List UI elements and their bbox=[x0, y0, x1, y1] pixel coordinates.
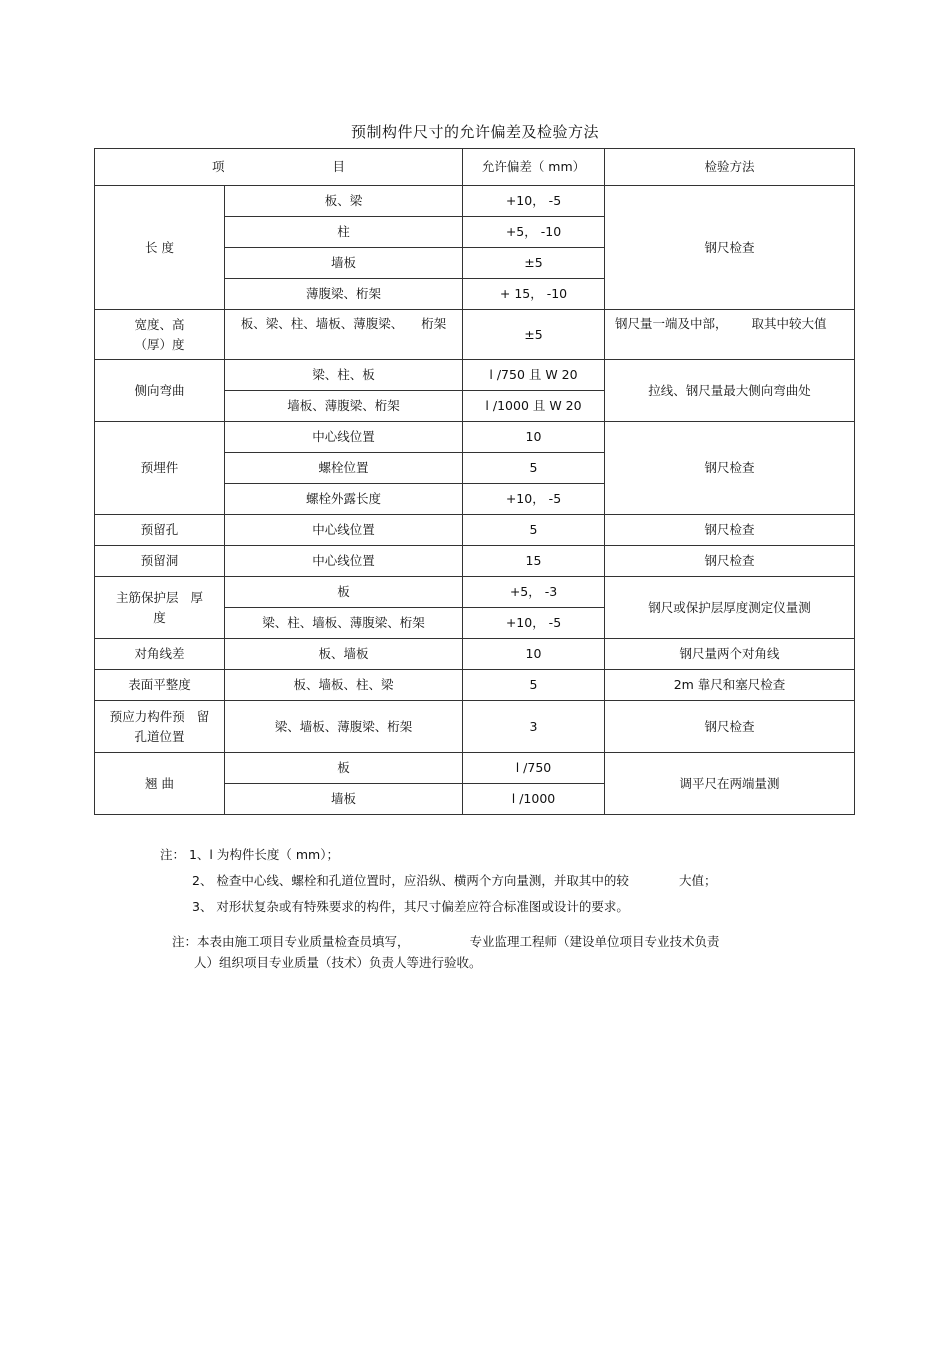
sub-item: 板、墙板 bbox=[225, 639, 463, 670]
table-row bbox=[95, 701, 855, 753]
row-label-prestress-line2: 孔道位置 bbox=[134, 728, 185, 744]
sub-item: 板、梁 bbox=[225, 186, 463, 217]
sub-item: 墙板、薄腹梁、桁架 bbox=[225, 391, 463, 422]
tolerance-value: 3 bbox=[463, 701, 605, 753]
table-row bbox=[95, 515, 855, 546]
table-row bbox=[95, 639, 855, 670]
tolerance-value: +10， -5 bbox=[463, 484, 605, 515]
table-row bbox=[95, 670, 855, 701]
tolerance-table bbox=[94, 148, 855, 815]
sub-item: 中心线位置 bbox=[225, 515, 463, 546]
row-label-cover bbox=[95, 577, 225, 639]
tolerance-value: +5， -10 bbox=[463, 217, 605, 248]
row-label-prestress bbox=[95, 701, 225, 753]
row-label-warp: 翘 曲 bbox=[95, 753, 225, 815]
sub-item: 螺栓外露长度 bbox=[225, 484, 463, 515]
method-width bbox=[605, 310, 855, 360]
note-4-line2: 人）组织项目专业质量（技术）负责人等进行验收。 bbox=[194, 955, 482, 970]
method-opening: 钢尺检查 bbox=[605, 546, 855, 577]
row-label-width-line1: 宽度、高 bbox=[134, 317, 185, 333]
tolerance-value: 5 bbox=[463, 453, 605, 484]
page-title: 预制构件尺寸的允许偏差及检验方法 bbox=[350, 123, 599, 141]
sub-item: 板 bbox=[225, 753, 463, 784]
header-method: 检验方法 bbox=[605, 149, 855, 186]
header-item-b: 目 bbox=[332, 159, 346, 175]
row-label-cover-b: 厚 bbox=[190, 590, 204, 606]
method-width-a: 钢尺量一端及中部， bbox=[615, 316, 728, 331]
method-flatness: 2m 靠尺和塞尺检查 bbox=[605, 670, 855, 701]
tolerance-value: l /750 bbox=[463, 753, 605, 784]
row-label-prestress-a: 预应力构件预 bbox=[109, 709, 185, 725]
row-label-cover-a: 主筋保护层 bbox=[115, 590, 179, 606]
row-label-width bbox=[95, 310, 225, 360]
sub-item: 梁、柱、墙板、薄腹梁、桁架 bbox=[225, 608, 463, 639]
table-row bbox=[95, 422, 855, 453]
tolerance-value: 10 bbox=[463, 639, 605, 670]
tolerance-value: l /1000 且 W 20 bbox=[463, 391, 605, 422]
sub-item: 柱 bbox=[225, 217, 463, 248]
note-2-a: 2、 检查中心线、螺栓和孔道位置时，应沿纵、横两个方向量测，并取其中的较 bbox=[192, 873, 629, 888]
tolerance-value: 5 bbox=[463, 670, 605, 701]
tolerance-value: + 15， -10 bbox=[463, 279, 605, 310]
row-label-diagonal: 对角线差 bbox=[95, 639, 225, 670]
row-label-hole: 预留孔 bbox=[95, 515, 225, 546]
row-label-length: 长 度 bbox=[95, 186, 225, 310]
sub-item: 中心线位置 bbox=[225, 546, 463, 577]
sub-item-width bbox=[225, 310, 463, 360]
table-row bbox=[95, 360, 855, 391]
note-4-b: 专业监理工程师（建设单位项目专业技术负责 bbox=[469, 934, 720, 949]
tolerance-value: l /1000 bbox=[463, 784, 605, 815]
sub-item-width-a: 板、梁、柱、墙板、薄腹梁、 bbox=[240, 316, 404, 331]
note-2 bbox=[192, 871, 716, 889]
table-header-row bbox=[95, 149, 855, 186]
method-length: 钢尺检查 bbox=[605, 186, 855, 310]
sub-item: 薄腹梁、桁架 bbox=[225, 279, 463, 310]
method-bend: 拉线、钢尺量最大侧向弯曲处 bbox=[605, 360, 855, 422]
method-width-b: 取其中较大值 bbox=[751, 316, 827, 331]
row-label-bend: 侧向弯曲 bbox=[95, 360, 225, 422]
row-label-prestress-b: 留 bbox=[196, 709, 210, 725]
tolerance-value: ±5 bbox=[463, 248, 605, 279]
tolerance-value: 5 bbox=[463, 515, 605, 546]
sub-item: 墙板 bbox=[225, 248, 463, 279]
sub-item: 梁、墙板、薄腹梁、桁架 bbox=[225, 701, 463, 753]
method-prestress: 钢尺检查 bbox=[605, 701, 855, 753]
sub-item: 螺栓位置 bbox=[225, 453, 463, 484]
method-embed: 钢尺检查 bbox=[605, 422, 855, 515]
row-label-flatness: 表面平整度 bbox=[95, 670, 225, 701]
header-item bbox=[95, 149, 463, 186]
tolerance-value: +10， -5 bbox=[463, 186, 605, 217]
table-row bbox=[95, 186, 855, 217]
tolerance-value: 10 bbox=[463, 422, 605, 453]
sub-item-width-b: 桁架 bbox=[421, 316, 447, 331]
table-row bbox=[95, 577, 855, 608]
tolerance-value: +5， -3 bbox=[463, 577, 605, 608]
header-tolerance: 允许偏差（ mm） bbox=[463, 149, 605, 186]
row-label-width-line2: （厚）度 bbox=[134, 336, 185, 352]
table-row bbox=[95, 546, 855, 577]
header-item-a: 项 bbox=[211, 159, 225, 175]
tolerance-value: 15 bbox=[463, 546, 605, 577]
row-label-opening: 预留洞 bbox=[95, 546, 225, 577]
note-1: 注： 1、l 为构件长度（ mm）； bbox=[160, 847, 339, 862]
table-row bbox=[95, 753, 855, 784]
tolerance-value: ±5 bbox=[463, 310, 605, 360]
note-4 bbox=[172, 932, 720, 950]
row-label-cover-line2: 度 bbox=[153, 609, 166, 625]
note-2-b: 大值； bbox=[678, 873, 717, 888]
table-row bbox=[95, 310, 855, 360]
tolerance-value: l /750 且 W 20 bbox=[463, 360, 605, 391]
method-diagonal: 钢尺量两个对角线 bbox=[605, 639, 855, 670]
tolerance-value: +10， -5 bbox=[463, 608, 605, 639]
sub-item: 墙板 bbox=[225, 784, 463, 815]
method-cover: 钢尺或保护层厚度测定仪量测 bbox=[605, 577, 855, 639]
sub-item: 板、墙板、柱、梁 bbox=[225, 670, 463, 701]
sub-item: 板 bbox=[225, 577, 463, 608]
sub-item: 梁、柱、板 bbox=[225, 360, 463, 391]
note-3: 3、 对形状复杂或有特殊要求的构件，其尺寸偏差应符合标准图或设计的要求。 bbox=[192, 899, 629, 914]
note-4-a: 注：本表由施工项目专业质量检查员填写， bbox=[172, 934, 410, 949]
sub-item: 中心线位置 bbox=[225, 422, 463, 453]
method-warp: 调平尺在两端量测 bbox=[605, 753, 855, 815]
row-label-embed: 预埋件 bbox=[95, 422, 225, 515]
method-hole: 钢尺检查 bbox=[605, 515, 855, 546]
